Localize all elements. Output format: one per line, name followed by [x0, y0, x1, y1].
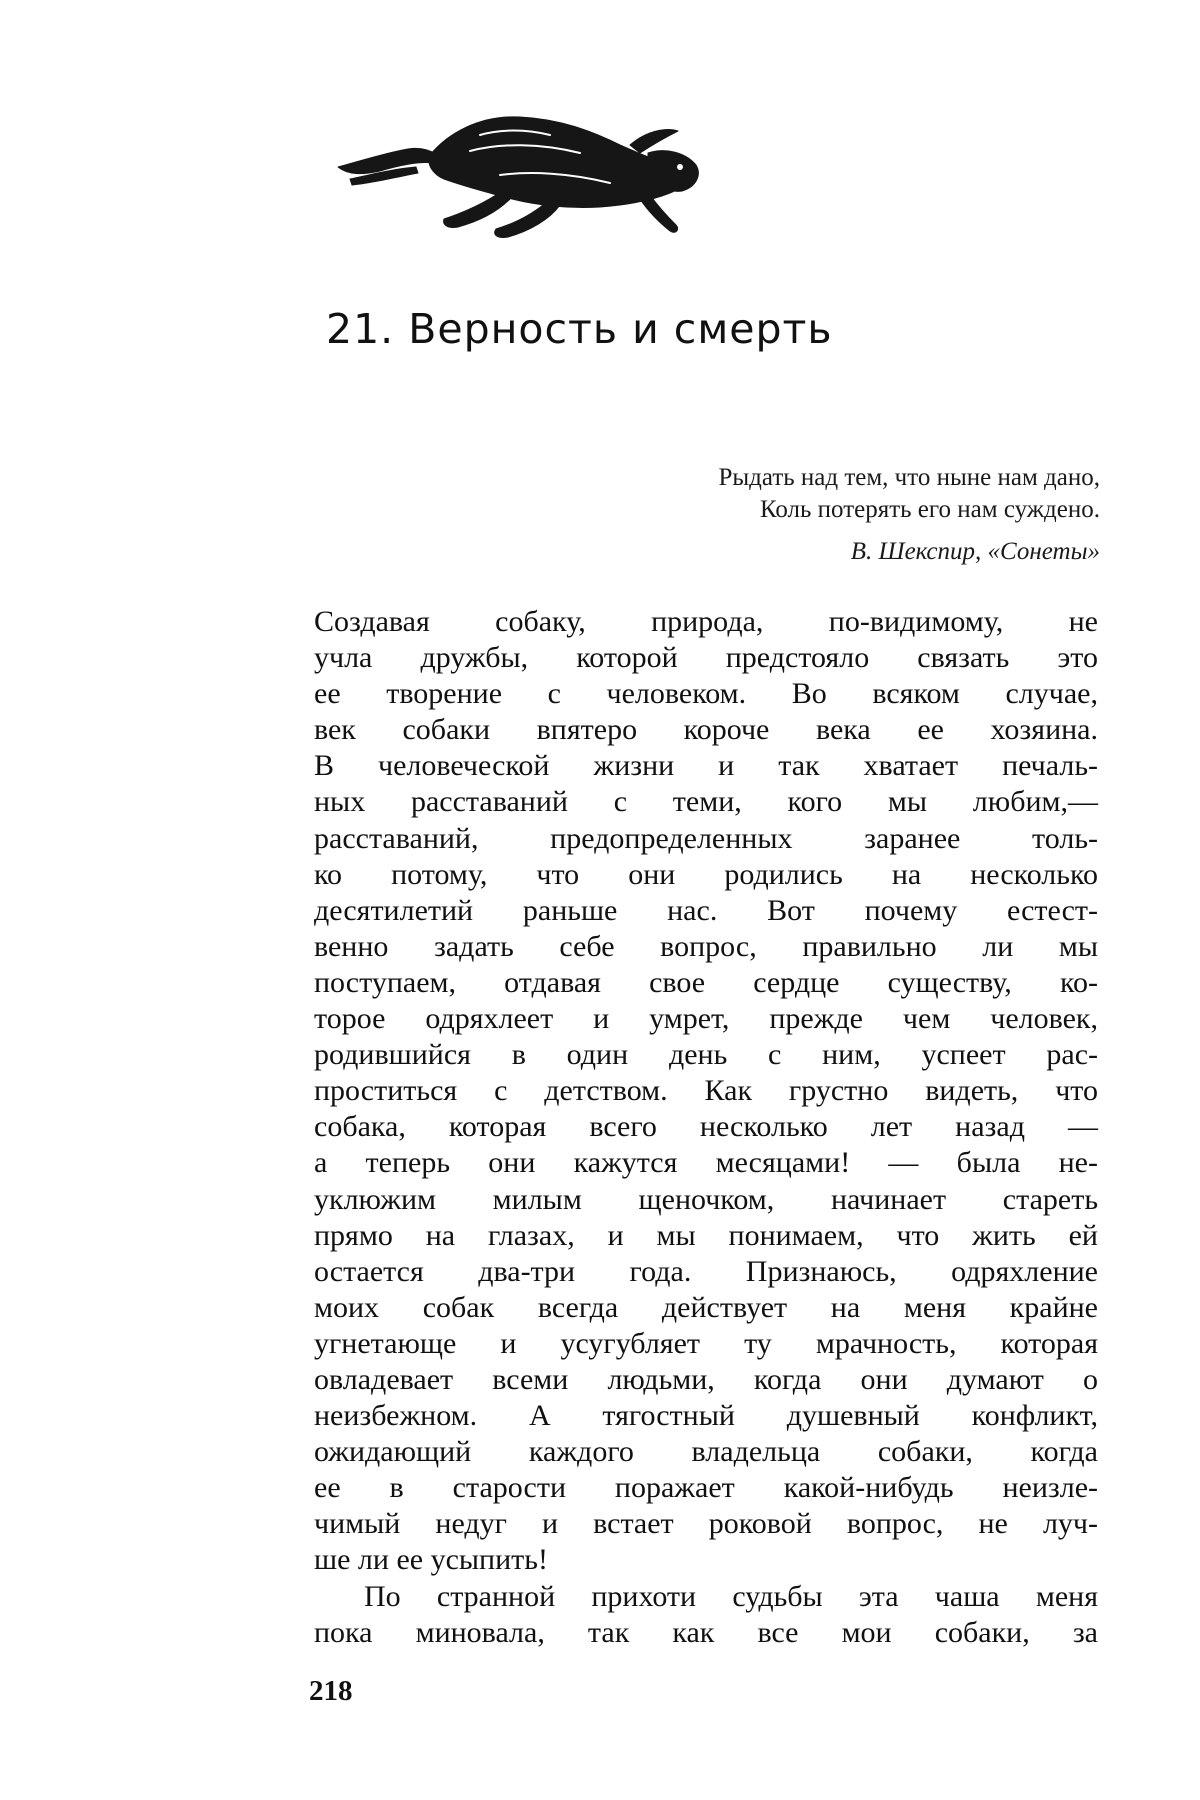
text-line: венно задать себе вопрос, правильно ли мы	[314, 929, 1098, 963]
text-line: собака, которая всего несколько лет назад —	[314, 1110, 1098, 1144]
paragraph	[314, 604, 1098, 1579]
text-line: В человеческой жизни и так хватает печаль-	[314, 749, 1098, 783]
text-line: остается два-три года. Признаюсь, одряхление	[314, 1254, 1098, 1288]
text-line: ко потому, что они родились на несколько	[314, 857, 1098, 891]
leaping-hare-icon	[330, 95, 710, 255]
text-line: учла дружбы, которой предстояло связать это	[314, 641, 1098, 675]
text-line: Создавая собаку, природа, по-видимому, не	[314, 605, 1098, 638]
text-line: ных расставаний с теми, кого мы любим,—	[314, 785, 1098, 819]
text-line: торое одряхлеет и умрет, прежде чем человек,	[314, 1002, 1098, 1036]
text-line: ее творение с человеком. Во всяком случае,	[314, 677, 1098, 711]
epigraph-line: Коль потерять его нам суждено.	[759, 496, 1100, 523]
text-line: а теперь они кажутся месяцами! — была не-	[314, 1146, 1098, 1180]
text-line: ее в старости поражает какой-нибудь неизле-	[314, 1471, 1098, 1505]
text-line: овладевает всеми людьми, когда они думают о	[314, 1362, 1098, 1396]
text-line: угнетающе и усугубляет ту мрачность, которая	[314, 1326, 1098, 1360]
text-line: век собаки впятеро короче века ее хозяина.	[314, 713, 1098, 747]
text-line: проститься с детством. Как грустно видеть, что	[314, 1074, 1098, 1108]
epigraph	[480, 462, 1100, 568]
text-line: моих собак всегда действует на меня крайне	[314, 1290, 1098, 1324]
text-line: уклюжим милым щеночком, начинает стареть	[314, 1182, 1098, 1216]
text-line: По странной прихоти судьбы эта чаша меня	[364, 1579, 1098, 1613]
text-line: неизбежном. А тягостный душевный конфликт,	[314, 1399, 1098, 1433]
text-line: родившийся в один день с ним, успеет рас-	[314, 1038, 1098, 1072]
epigraph-attribution: В. Шекспир, «Сонеты»	[850, 538, 1100, 565]
text-line: ше ли ее усыпить!	[314, 1543, 548, 1577]
text-line: прямо на глазах, и мы понимаем, что жить ей	[314, 1218, 1098, 1252]
page-number: 218	[309, 1675, 353, 1707]
text-line: расставаний, предопределенных заранее толь-	[314, 821, 1098, 855]
epigraph-line: Рыдать над тем, что ныне нам дано,	[718, 464, 1100, 491]
text-line: ожидающий каждого владельца собаки, когда	[314, 1435, 1098, 1469]
text-line: поступаем, отдавая свое сердце существу, ко-	[314, 965, 1098, 999]
body-text	[314, 604, 1098, 1651]
text-line: десятилетий раньше нас. Вот почему естест-	[314, 893, 1098, 927]
text-line: пока миновала, так как все мои собаки, за	[314, 1615, 1098, 1649]
chapter-title: 21. Верность и смерть	[326, 305, 833, 353]
text-line: чимый недуг и встает роковой вопрос, не луч-	[314, 1507, 1098, 1541]
paragraph	[314, 1579, 1098, 1651]
